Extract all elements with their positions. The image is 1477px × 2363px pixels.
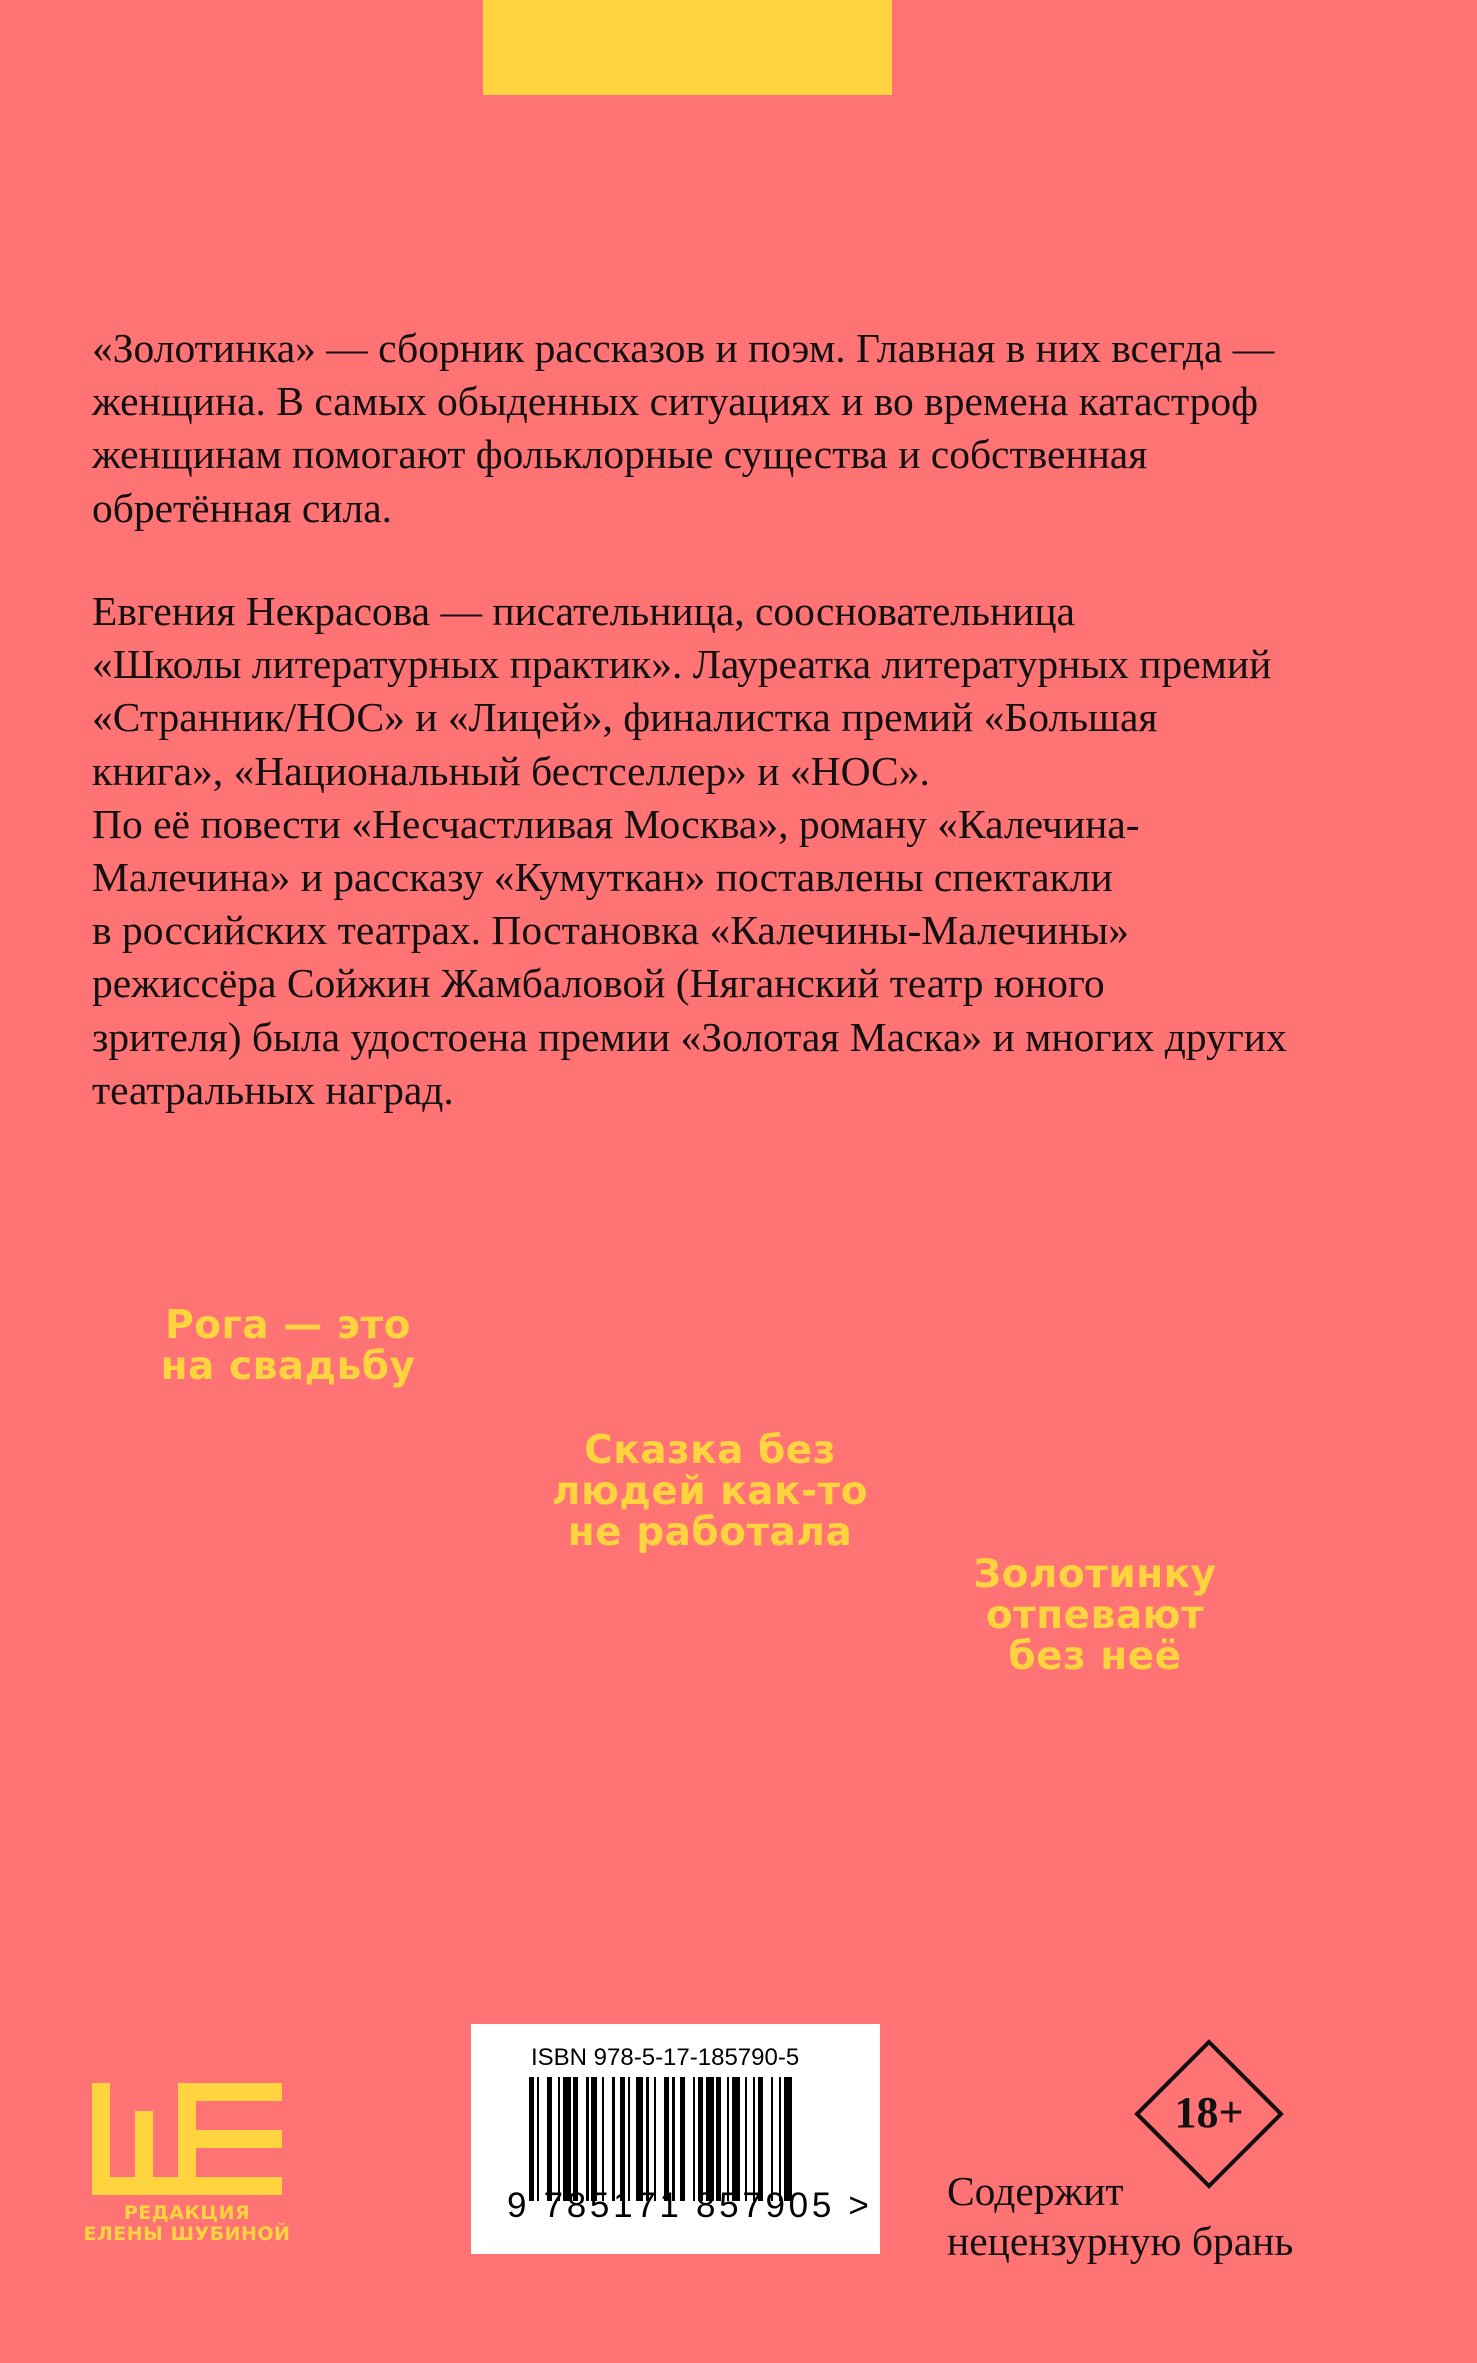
barcode-digits: 9 785171 857905 >	[507, 2186, 873, 2225]
barcode-bar	[612, 2077, 615, 2201]
description-line: женщина. В самых обыденных ситуациях и во времена катастроф	[92, 378, 1259, 425]
logo-line: РЕДАКЦИЯ	[123, 2202, 251, 2224]
quote-line: без неё	[1008, 1634, 1182, 1679]
description-line: обретённая сила.	[92, 484, 393, 531]
barcode-bar	[529, 2077, 534, 2201]
barcode-bar	[563, 2077, 571, 2201]
barcode-bar	[620, 2077, 625, 2201]
barcode-bar	[547, 2077, 552, 2201]
barcode-bar	[784, 2077, 792, 2201]
barcode-bar	[672, 2077, 675, 2201]
age-rating: 18+	[1174, 2088, 1244, 2137]
isbn-barcode	[471, 2024, 880, 2254]
barcode-bar	[732, 2077, 740, 2201]
barcode-bar	[779, 2077, 782, 2201]
barcode-bar	[537, 2077, 540, 2201]
bio-line: «Школы литературных практик». Лауреатка литературных премий	[92, 641, 1272, 688]
quote-zolotinka	[945, 1554, 1245, 1677]
content-warning	[947, 2166, 1347, 2266]
barcode-bars	[529, 2077, 829, 2201]
quote-line: Сказка без	[584, 1428, 836, 1473]
barcode-bar	[758, 2077, 763, 2201]
barcode-bar	[771, 2077, 774, 2201]
quote-horns	[128, 1305, 448, 1387]
bio-line: режиссёра Сойжин Жамбаловой (Няганский театр юного	[92, 960, 1105, 1007]
barcode-bar	[654, 2077, 657, 2201]
warning-line: нецензурную брань	[947, 2218, 1294, 2264]
barcode-bar	[727, 2077, 730, 2201]
bio-line: книга», «Национальный бестселлер» и «НОС».	[92, 747, 930, 794]
quote-line: отпевают	[985, 1593, 1205, 1638]
barcode-bar	[706, 2077, 714, 2201]
quote-line: Рога — это	[165, 1303, 411, 1348]
barcode-bar	[591, 2077, 596, 2201]
barcode-bar	[586, 2077, 589, 2201]
barcode-bar	[693, 2077, 696, 2201]
barcode-bar	[558, 2077, 561, 2201]
barcode-bar	[573, 2077, 578, 2201]
book-description	[92, 322, 1392, 535]
barcode-bar	[646, 2077, 649, 2201]
author-bio	[92, 585, 1392, 1117]
bio-line: Евгения Некрасова — писательница, соосновательница	[92, 588, 1075, 634]
bio-line: театральных наград.	[92, 1066, 454, 1113]
top-yellow-tab	[483, 0, 892, 95]
barcode-bar	[716, 2077, 721, 2201]
isbn-number: ISBN 978-5-17-185790-5	[531, 2044, 800, 2071]
barcode-bar	[680, 2077, 685, 2201]
bio-line: зрителя) была удостоена премии «Золотая Маска» и многих других	[92, 1013, 1287, 1060]
quote-line: Золотинку	[973, 1552, 1217, 1597]
barcode-bar	[664, 2077, 669, 2201]
barcode-bar	[745, 2077, 748, 2201]
bio-line: Малечина» и рассказу «Кумуткан» поставлены спектакли	[92, 854, 1113, 901]
description-line: «Золотинка» — сборник рассказов и поэм. Главная в них всегда —	[92, 325, 1275, 371]
quote-fairytale	[520, 1430, 900, 1553]
bio-line: в российских театрах. Постановка «Калечины-Малечины»	[92, 907, 1129, 954]
barcode-bar	[628, 2077, 631, 2201]
barcode-bar	[753, 2077, 756, 2201]
publisher-logo	[83, 2083, 291, 2245]
description-line: женщинам помогают фольклорные существа и собственная	[92, 431, 1148, 478]
barcode-bar	[602, 2077, 605, 2201]
bio-line: По её повести «Несчастливая Москва», роману «Калечина-	[92, 800, 1140, 847]
quote-line: не работала	[567, 1510, 853, 1555]
quote-line: людей как-то	[551, 1469, 869, 1514]
quote-line: на свадьбу	[160, 1344, 416, 1389]
bio-line: «Странник/НОС» и «Лицей», финалистка премий «Большая	[92, 694, 1158, 741]
ше-monogram-logo-icon	[92, 2083, 282, 2195]
barcode-bar	[698, 2077, 703, 2201]
logo-line: ЕЛЕНЫ ШУБИНОЙ	[83, 2223, 291, 2245]
warning-line: Содержит	[947, 2168, 1124, 2214]
barcode-bar	[636, 2077, 644, 2201]
